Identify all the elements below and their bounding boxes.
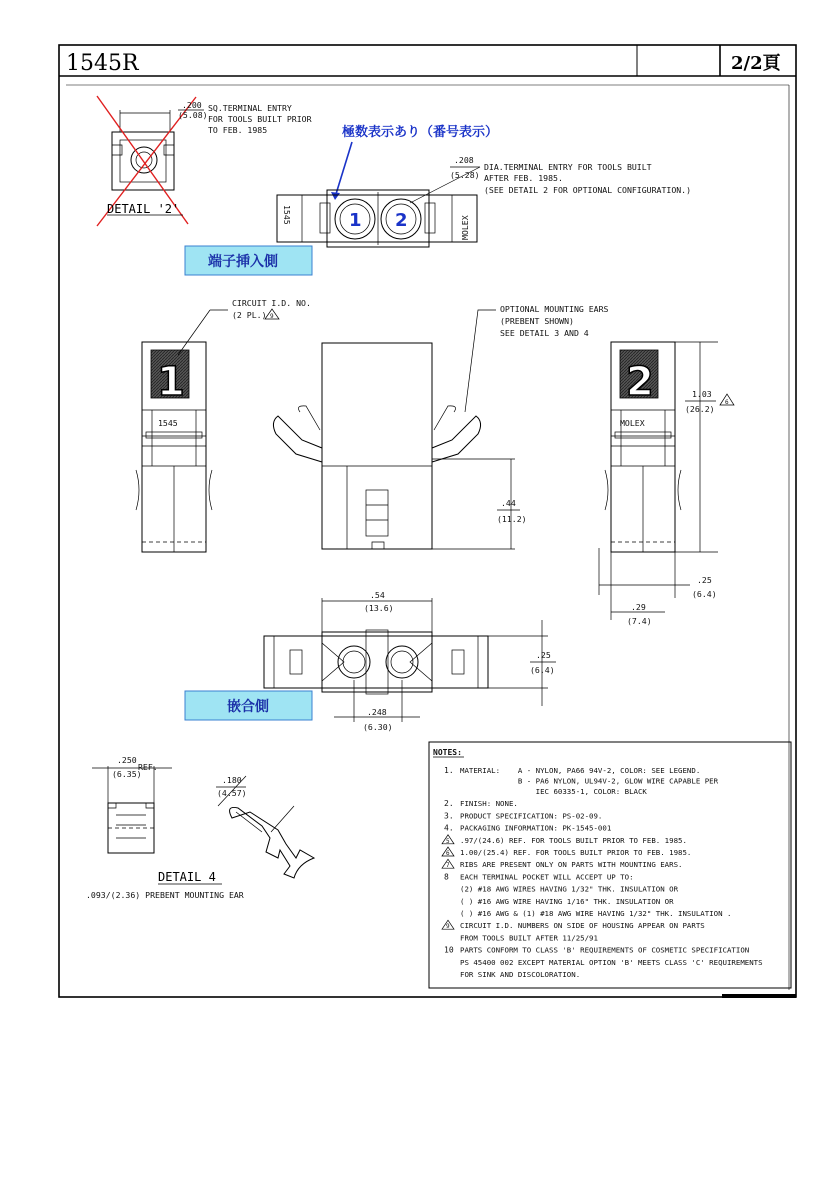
page-number: 2/2頁 [731,53,781,74]
jp-polarity-note: 極数表示あり（番号表示） [342,125,499,140]
ears-text-3: SEE DETAIL 3 AND 4 [500,328,589,338]
note-number: 6 [446,850,450,857]
dia-dim: .208 [454,155,474,165]
note-line: IEC 60335-1, COLOR: BLACK [460,787,647,796]
dim-54: .54 [370,590,385,600]
dim-54-mm: (13.6) [364,603,394,613]
dim-180-mm: (4.57) [217,788,247,798]
note-line: PARTS CONFORM TO CLASS 'B' REQUIREMENTS OF COSMETIC SPECIFICATION [460,945,750,955]
note-number: 7 [446,862,450,870]
note-line: PACKAGING INFORMATION: PK-1545-001 [460,823,612,833]
notes-title: NOTES: [433,748,462,757]
note-line: ( ) #16 AWG WIRE HAVING 1/16" THK. INSULATION OR [460,896,674,906]
dim-248: .248 [367,707,387,717]
note-line: CIRCUIT I.D. NUMBERS ON SIDE OF HOUSING APPEAR ON PARTS [460,921,705,931]
circuit-text-1: CIRCUIT I.D. NO. [232,298,311,308]
note-number: 8 [444,872,449,882]
top-label-molex: MOLEX [460,215,470,240]
note-number: 2. [444,799,454,809]
dim-44: .44 [501,498,516,508]
dim-25b: .25 [536,650,551,660]
dim-248-mm: (6.30) [363,722,393,732]
detail-4-label: DETAIL 4 [158,870,216,884]
part-number: 1545R [66,51,139,76]
note-line: PS 45400 002 EXCEPT MATERIAL OPTION 'B' MEETS CLASS 'C' REQUIREMENTS [460,957,763,967]
side-label-1545: 1545 [158,418,178,428]
top-view-connector [277,190,477,247]
notes-lines [442,766,763,979]
top-pos-2: 2 [395,210,408,231]
dia-text-3: (SEE DETAIL 2 FOR OPTIONAL CONFIGURATION.) [484,185,692,195]
detail-4-text: .093/(2.36) PREBENT MOUNTING EAR [86,890,244,900]
terminal-side-label: 端子挿入側 [208,254,278,270]
note-number: 4. [444,823,454,833]
sq-dim-mm: (5.08) [178,110,208,120]
note-line: .97/(24.6) REF. FOR TOOLS BUILT PRIOR TO FEB. 1985. [460,835,687,845]
sq-text-3: TO FEB. 1985 [208,125,268,135]
dia-dim-mm: (5.28) [450,170,480,180]
dim-103-rev: 6 [725,399,729,406]
note-line: FROM TOOLS BUILT AFTER 11/25/91 [460,933,598,943]
note-number: 3. [444,811,454,821]
note-number: 9 [446,923,450,931]
dim-250-mm: (6.35) [112,769,142,779]
dia-text-2: AFTER FEB. 1985. [484,173,563,183]
note-line: ( ) #16 AWG & (1) #18 AWG WIRE HAVING 1/32" THK. INSULATION . [460,909,732,918]
side-label-molex: MOLEX [620,418,645,428]
front-view-housing [273,343,515,549]
circuit-text-2: (2 PL.) [232,310,267,320]
dim-25r: .25 [697,575,712,585]
note-line: B - PA6 NYLON, UL94V-2, GLOW WIRE CAPABLE PER [460,776,719,786]
ears-text-2: (PREBENT SHOWN) [500,316,574,326]
note-number: 1. [444,766,454,775]
dim-250-ref: REF. [138,762,158,772]
note-line: 1.00/(25.4) REF. FOR TOOLS BUILT PRIOR TO FEB. 1985. [460,848,692,857]
dim-103: 1.03 [692,389,712,399]
note-line: FINISH: NONE. [460,799,518,809]
dim-103-mm: (26.2) [685,404,715,414]
ears-text-1: OPTIONAL MOUNTING EARS [500,304,609,314]
top-label-1545: 1545 [282,205,292,225]
circuit-id-1: 1 [157,359,185,405]
dia-text-1: DIA.TERMINAL ENTRY FOR TOOLS BUILT [484,162,652,172]
circuit-rev: 9 [270,313,274,320]
dim-180: .180 [222,775,242,785]
dim-29-mm: (7.4) [627,616,652,626]
mating-side-label: 嵌合側 [227,699,269,715]
dim-29: .29 [631,602,646,612]
dim-25r-mm: (6.4) [692,589,717,599]
detail-4-mounting-ear [92,766,314,878]
note-line: EACH TERMINAL POCKET WILL ACCEPT UP TO: [460,872,634,882]
note-line: FOR SINK AND DISCOLORATION. [460,970,581,979]
note-number: 10 [444,945,454,955]
detail-2-label: DETAIL '2' [107,202,180,216]
note-line: PRODUCT SPECIFICATION: PS-02-09. [460,811,603,821]
circuit-id-2: 2 [626,359,654,405]
dim-250: .250 [117,755,137,765]
dim-44-mm: (11.2) [497,514,527,524]
dim-25b-mm: (6.4) [530,665,555,675]
sq-text-1: SQ.TERMINAL ENTRY [208,103,292,113]
sq-dim: .200 [182,100,202,110]
sq-text-2: FOR TOOLS BUILT PRIOR [208,114,312,124]
note-line: (2) #18 AWG WIRES HAVING 1/32" THK. INSULATION OR [460,884,679,894]
note-line: MATERIAL: A - NYLON, PA66 94V-2, COLOR: SEE LEGEND. [460,766,701,775]
top-pos-1: 1 [349,210,362,231]
note-number: 5 [446,837,450,845]
note-line: RIBS ARE PRESENT ONLY ON PARTS WITH MOUNTING EARS. [460,860,683,870]
